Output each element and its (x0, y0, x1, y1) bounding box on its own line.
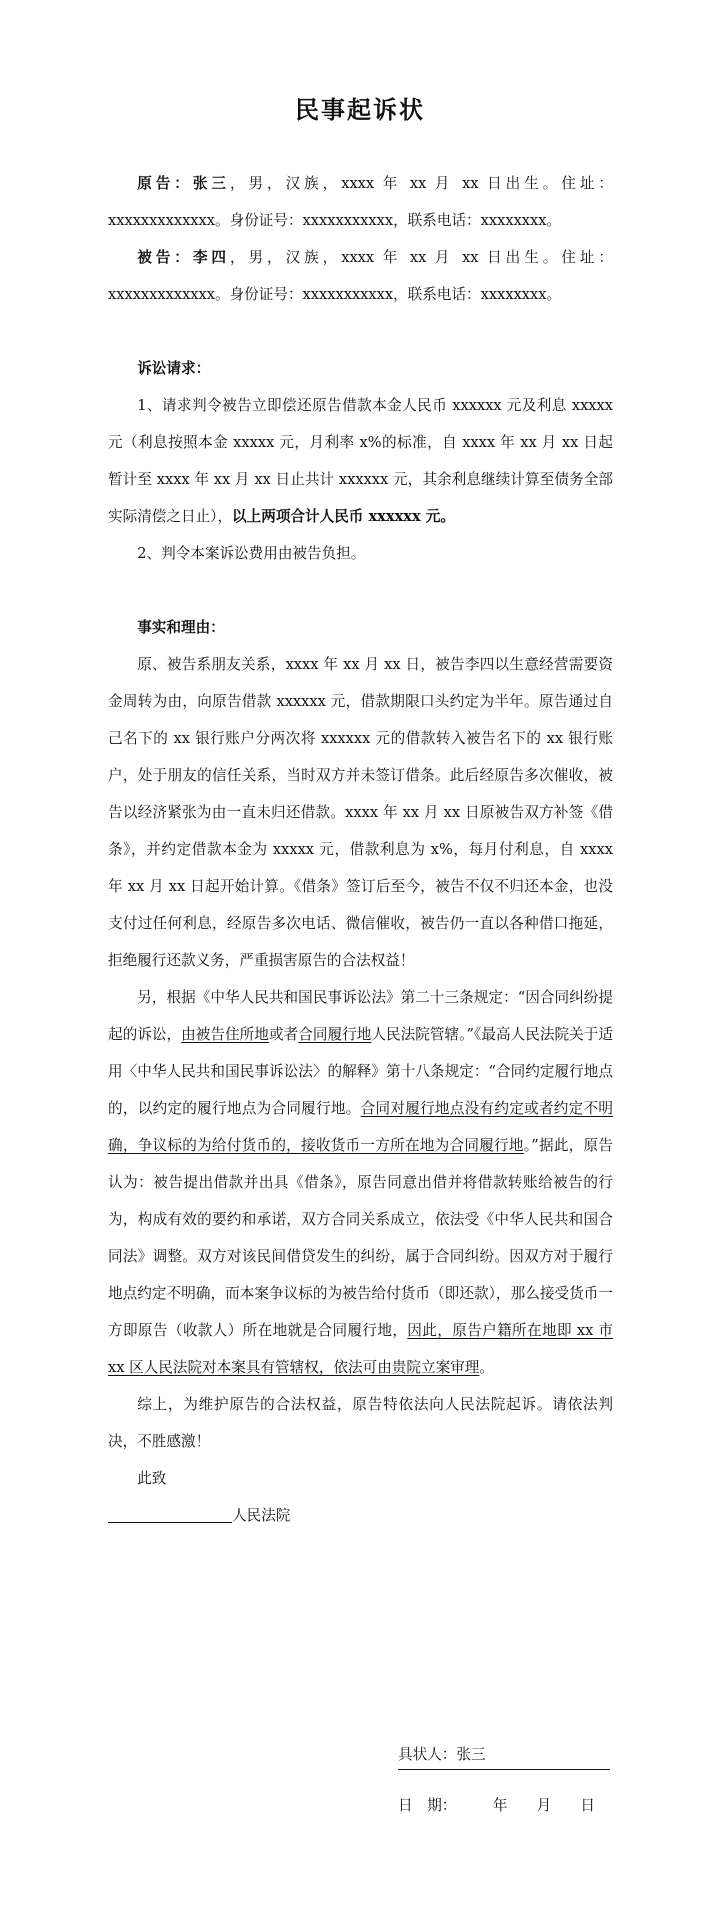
court-name-blank (108, 1502, 232, 1523)
claim-total: 以上两项合计人民币 xxxxxx 元。 (232, 508, 455, 525)
spacer (108, 313, 613, 350)
facts-paragraph-2 (108, 979, 613, 1386)
defendant-label: 被告：李四 (137, 249, 230, 266)
claim-item-2: 2、判令本案诉讼费用由被告负担。 (137, 545, 366, 562)
signer-name: 具状人：张三 (398, 1741, 610, 1770)
text-run: 。 (479, 1359, 494, 1376)
spacer (108, 572, 613, 609)
text-run: 人民法院管辖。”《最高人民法院关于适用〈中华人民共和国民事诉讼法〉的解释》第十八条规定：“合同约定履行地点的，以约定的履行地点为合同履行地。 (108, 1026, 613, 1117)
underlined-text: 合同履行地 (298, 1026, 372, 1043)
claim-item-1-text: 1、请求判令被告立即偿还原告借款本金人民币 xxxxxx 元及利息 xxxxx 元（利息按照本金 xxxxx 元，月利率 x%的标准，自 xxxx 年 xx 月 xx 日起暂计至 xxxx 年 xx 月 xx 日止共计 xxxxxx 元，其余利息继续计算至债务全部实际清偿之日止）， (108, 397, 613, 525)
plaintiff-label: 原告：张三 (137, 175, 230, 192)
salutation: 此致 (137, 1470, 167, 1487)
claims-heading: 诉讼请求： (137, 360, 211, 377)
plaintiff-paragraph (108, 165, 613, 239)
date-row: 日 期： 年 月 日 (398, 1797, 596, 1814)
document-title: 民事起诉状 (295, 96, 425, 124)
facts-paragraph-1: 原、被告系朋友关系，xxxx 年 xx 月 xx 日，被告李四以生意经营需要资金周转为由，向原告借款 xxxxxx 元，借款期限口头约定为半年。原告通过自己名下的 xx 银行账户分两次将 xxxxxx 元的借款转入被告名下的 xx 银行账户，处于朋友的信任关系，当时双方并未签订借条。此后经原告多次催收，被告以经济紧张为由一直未归还借款。xxxx 年 xx 月 xx 日原被告双方补签《借条》，并约定借款本金为 xxxxx 元，借款利息为 x%，每月付利息，自 xxxx 年 xx 月 xx 日起开始计算。《借条》签订后至今，被告不仅不归还本金，也没支付过任何利息，经原告多次电话、微信催收，被告仍一直以各种借口拖延，拒绝履行还款义务，严重损害原告的合法权益！ (108, 656, 613, 969)
text-run: 或者 (268, 1026, 299, 1043)
underlined-text: 因此，原告户籍所在地即 xx 市 xx 区人民法院对本案具有管辖权，依法可由贵院立案审理 (108, 1322, 613, 1376)
facts-heading: 事实和理由： (137, 619, 225, 636)
plaintiff-info: ，男，汉族，xxxx 年 xx 月 xx 日出生。住址：xxxxxxxxxxxxx。身份证号：xxxxxxxxxxx，联系电话：xxxxxxxx。 (108, 175, 613, 229)
claim-item-1 (108, 387, 613, 535)
text-run: 另，根据《中华人民共和国民事诉讼法》第二十三条规定：“因合同纠纷提起的诉讼， (108, 989, 613, 1043)
court-suffix: 人民法院 (232, 1507, 291, 1524)
underlined-text: 由被告住所地 (181, 1026, 269, 1043)
signature-block (398, 1736, 618, 1824)
text-run: 。”据此，原告认为：被告提出借款并出具《借条》，原告同意出借并将借款转账给被告的行为，构成有效的要约和承诺，双方合同关系成立，依法受《中华人民共和国合同法》调整。双方对该民间借贷发生的纠纷，属于合同纠纷。因双方对于履行地点约定不明确，而本案争议标的为被告给付货币（即还款），那么接受货币一方即原告（收款人）所在地就是合同履行地， (108, 1137, 613, 1339)
facts-paragraph-3: 综上，为维护原告的合法权益，原告特依法向人民法院起诉。请依法判决，不胜感激！ (108, 1396, 613, 1450)
defendant-info: ，男，汉族，xxxx 年 xx 月 xx 日出生。住址：xxxxxxxxxxxxx。身份证号：xxxxxxxxxxx，联系电话：xxxxxxxx。 (108, 249, 613, 303)
signer-row (398, 1736, 618, 1773)
defendant-paragraph (108, 239, 613, 313)
court-line (108, 1497, 613, 1534)
document-body (108, 165, 613, 1534)
underlined-text: 合同对履行地点没有约定或者约定不明确，争议标的为给付货币的，接收货币一方所在地为合同履行地 (108, 1100, 613, 1154)
